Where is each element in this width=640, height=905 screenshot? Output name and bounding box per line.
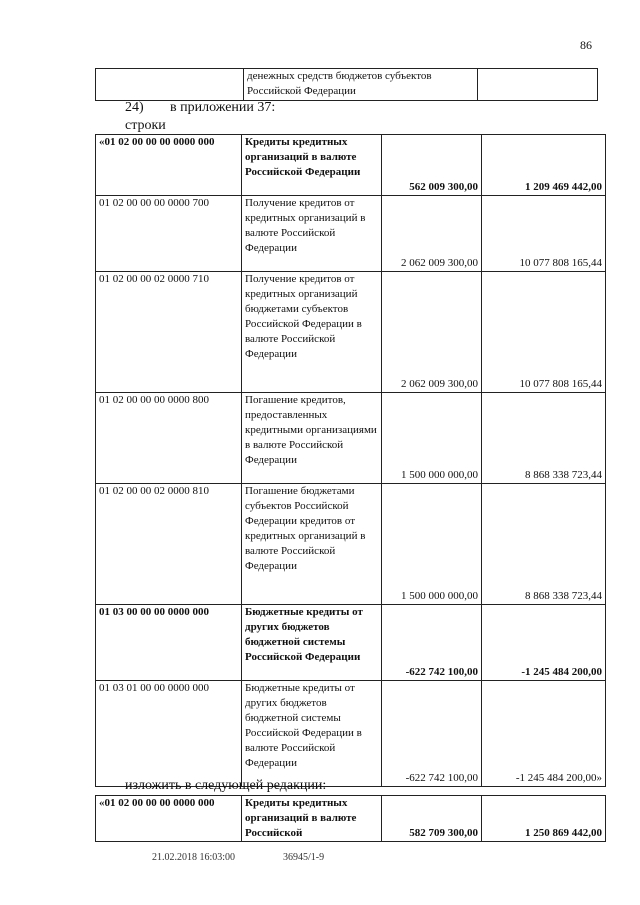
footer-doc-number: 36945/1-9 <box>283 852 325 863</box>
row-amount-1: 582 709 300,00 <box>382 796 482 842</box>
row-amount-1: 2 062 009 300,00 <box>382 196 482 272</box>
footer-datetime: 21.02.2018 16:03:00 <box>152 852 236 863</box>
new-rows-table <box>95 795 606 842</box>
top-fragment-code <box>96 69 244 101</box>
row-amount-1: 1 500 000 000,00 <box>382 393 482 484</box>
row-name: Погашение бюджетами субъектов Российской Федерации кредитов от кредитных организаций в валюте Российской Федерации <box>242 484 382 605</box>
row-amount-2: 8 868 338 723,44 <box>482 393 606 484</box>
row-amount-2: -1 245 484 200,00 <box>482 605 606 681</box>
row-amount-1: -622 742 100,00 <box>382 681 482 787</box>
row-amount-2: 1 250 869 442,00 <box>482 796 606 842</box>
row-code: 01 02 00 00 02 0000 810 <box>96 484 242 605</box>
table-row <box>96 605 606 681</box>
row-code: «01 02 00 00 00 0000 000 <box>96 796 242 842</box>
item-text: в приложении 37: <box>170 100 276 115</box>
row-amount-1: -622 742 100,00 <box>382 605 482 681</box>
table-row <box>96 681 606 787</box>
row-amount-1: 1 500 000 000,00 <box>382 484 482 605</box>
row-amount-2: -1 245 484 200,00» <box>482 681 606 787</box>
row-amount-2: 8 868 338 723,44 <box>482 484 606 605</box>
row-name: Бюджетные кредиты от других бюджетов бюджетной системы Российской Федерации в валюте Российской Федерации <box>242 681 382 787</box>
row-name: Бюджетные кредиты от других бюджетов бюджетной системы Российской Федерации <box>242 605 382 681</box>
top-fragment-name: денежных средств бюджетов субъектов Российской Федерации <box>244 69 478 101</box>
top-fragment-table <box>95 68 598 101</box>
old-rows-table <box>95 134 606 787</box>
top-fragment-amount <box>478 69 598 101</box>
row-amount-2: 10 077 808 165,44 <box>482 196 606 272</box>
row-amount-2: 10 077 808 165,44 <box>482 272 606 393</box>
table-row <box>96 135 606 196</box>
page-number: 86 <box>580 38 592 52</box>
table-row <box>96 393 606 484</box>
row-name: Погашение кредитов, предоставленных кредитными организациями в валюте Российской Федерации <box>242 393 382 484</box>
row-code: 01 03 00 00 00 0000 000 <box>96 605 242 681</box>
row-code: 01 02 00 00 02 0000 710 <box>96 272 242 393</box>
row-name: Получение кредитов от кредитных организаций в валюте Российской Федерации <box>242 196 382 272</box>
row-name: Кредиты кредитных организаций в валюте Российской <box>242 796 382 842</box>
row-amount-1: 562 009 300,00 <box>382 135 482 196</box>
item-number: 24) <box>125 100 144 115</box>
rows-label: строки <box>125 118 166 133</box>
row-amount-1: 2 062 009 300,00 <box>382 272 482 393</box>
row-code: «01 02 00 00 00 0000 000 <box>96 135 242 196</box>
table-row <box>96 196 606 272</box>
row-amount-2: 1 209 469 442,00 <box>482 135 606 196</box>
new-edition-label: изложить в следующей редакции: <box>125 778 327 793</box>
table-row <box>96 484 606 605</box>
table-row <box>96 272 606 393</box>
row-code: 01 03 01 00 00 0000 000 <box>96 681 242 787</box>
row-name: Получение кредитов от кредитных организаций бюджетами субъектов Российской Федерации в валюте Российской Федерации <box>242 272 382 393</box>
row-code: 01 02 00 00 00 0000 700 <box>96 196 242 272</box>
row-code: 01 02 00 00 00 0000 800 <box>96 393 242 484</box>
row-name: Кредиты кредитных организаций в валюте Российской Федерации <box>242 135 382 196</box>
table-row <box>96 796 606 842</box>
